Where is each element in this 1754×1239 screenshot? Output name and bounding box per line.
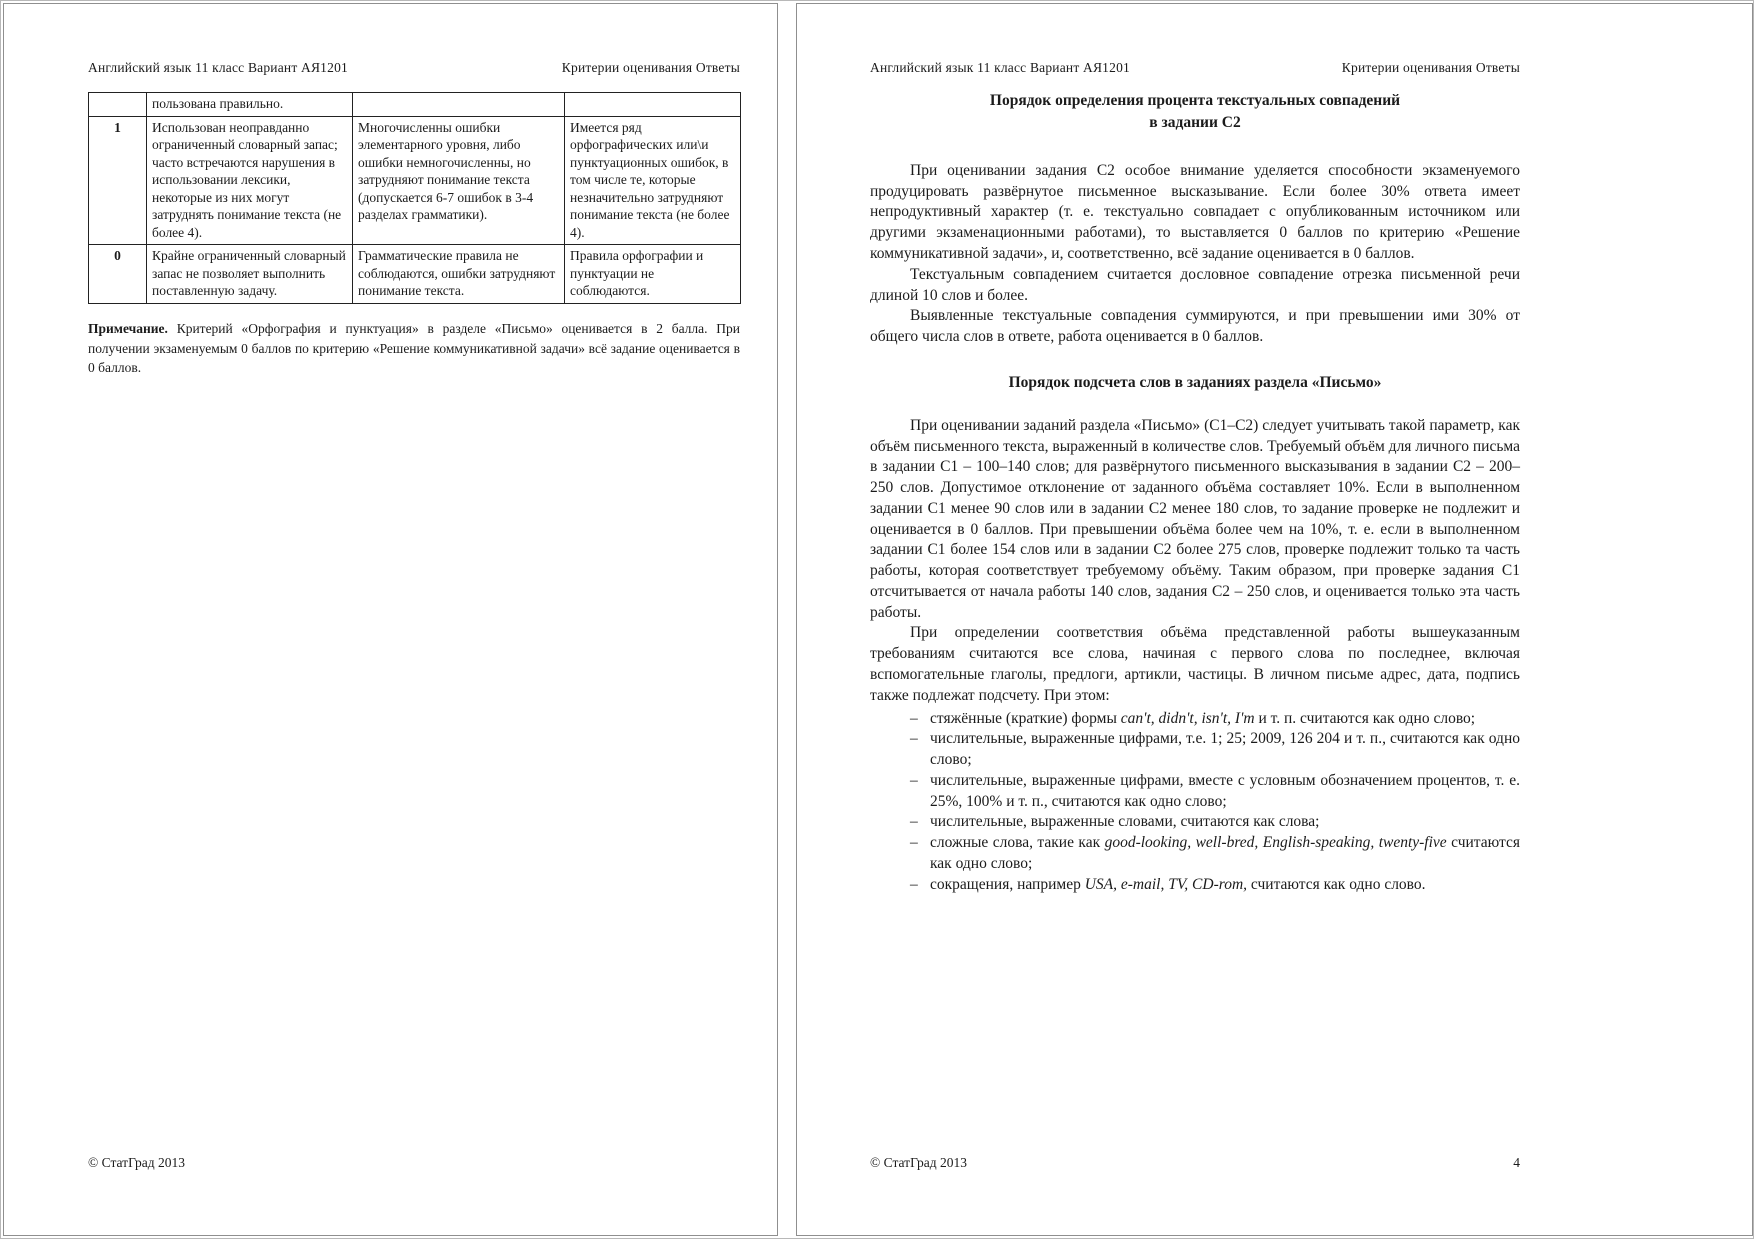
carry-cell: пользована правильно. <box>147 93 353 117</box>
bullet-text: стяжённые (краткие) формы <box>930 709 1121 727</box>
spacer <box>870 135 1520 161</box>
lexis-cell: Крайне ограниченный словарный запас не позволяет выполнить поставленную задачу. <box>147 245 353 304</box>
copyright-text: © СтатГрад 2013 <box>870 1155 968 1170</box>
bullet-text: сокращения, например <box>930 875 1085 893</box>
list-item <box>870 771 1520 813</box>
bullet-text: сложные слова, такие как <box>930 834 1105 852</box>
wordcount-rules-list <box>870 709 1520 896</box>
note-text: Критерий «Орфография и пунктуация» в разделе «Письмо» оценивается в 2 балла. При получении экзаменуемым 0 баллов по критерию «Решение коммуникативной задачи» всё задание оценивается в 0 баллов. <box>88 321 740 376</box>
bullet-text: числительные, выраженные словами, считаются как слова; <box>930 813 1320 831</box>
title-line-1: Порядок определения процента текстуальных совпадений <box>989 92 1401 109</box>
copyright-text: © СтатГрад 2013 <box>88 1155 186 1170</box>
page-left-header <box>88 60 740 76</box>
page-left <box>3 3 778 1236</box>
score-cell <box>89 93 147 117</box>
spelling-cell: Имеется ряд орфографических или\и пунктуационных ошибок, в том числе те, которые незначительно затрудняют понимание текста (не более 4). <box>565 116 741 245</box>
carry-cell-empty <box>565 93 741 117</box>
bullet-italic: good-looking, well-bred, English-speaking, twenty-five <box>1104 834 1447 852</box>
paragraph: При оценивании задания С2 особое внимание уделяется способности экзаменуемого продуцировать развёрнутое письменное высказывание. Если более 30% ответа имеет непродуктивный характер (т. е. текстуально совпадает с опубликованным источником или другими экзаменационными работами), то выставляется 0 баллов по критерию «Решение коммуникативной задачи», и, соответственно, всё задание оценивается в 0 баллов. <box>870 161 1520 262</box>
bullet-text: числительные, выраженные цифрами, т.е. 1; 25; 2009, 126 204 и т. п., считаются как одно слово; <box>930 730 1520 769</box>
header-left-text: Английский язык 11 класс Вариант АЯ1201 <box>870 60 1130 75</box>
page-right <box>796 3 1753 1236</box>
bullet-text: считаются как одно слово. <box>1247 875 1426 893</box>
table-row <box>89 116 741 245</box>
list-item <box>870 875 1520 896</box>
bullet-text: и т. п. считаются как одно слово; <box>1254 709 1476 727</box>
section-wordcount-body <box>870 416 1520 707</box>
section-title-wordcount: Порядок подсчета слов в заданиях раздела «Письмо» <box>1008 373 1382 391</box>
list-item <box>870 833 1520 875</box>
list-item <box>870 729 1520 771</box>
list-item <box>870 709 1520 730</box>
spelling-cell: Правила орфографии и пунктуации не соблюдаются. <box>565 245 741 304</box>
page-left-content <box>88 92 740 378</box>
section-title-matches <box>870 90 1520 135</box>
grammar-cell: Грамматические правила не соблюдаются, ошибки затрудняют понимание текста. <box>353 245 565 304</box>
note-label: Примечание. <box>88 321 168 337</box>
paragraph: Выявленные текстуальные совпадения суммируются, и при превышении ими 30% от общего числа слов в ответе, работа оценивается в 0 баллов. <box>870 307 1520 346</box>
list-item <box>870 812 1520 833</box>
carry-cell-empty <box>353 93 565 117</box>
grammar-cell: Многочисленны ошибки элементарного уровня, либо ошибки немногочисленны, но затрудняют понимание текста (допускается 6-7 ошибок в 3-4 разделах грамматики). <box>353 116 565 245</box>
paragraph: Текстуальным совпадением считается дословное совпадение отрезка письменной речи длиной 10 слов и более. <box>870 265 1520 304</box>
section-matches-body <box>870 161 1520 348</box>
bullet-text: числительные, выраженные цифрами, вместе с условным обозначением процентов, т. е. 25%, 100% и т. п., считаются как одно слово; <box>930 771 1520 810</box>
page-right-content <box>870 90 1520 895</box>
table-row <box>89 93 741 117</box>
paragraph: При оценивании заданий раздела «Письмо» (С1–С2) следует учитывать такой параметр, как объём письменного текста, выраженный в количестве слов. Требуемый объём для личного письма в задании С1 – 100–140 слов; для развёрнутого письменного высказывания в задании С2 – 200–250 слов. Допустимое отклонение от заданного объёма составляет 10%. Если в выполненном задании С1 менее 90 слов или в задании С2 менее 180 слов, то задание проверке не подлежит и оценивается в 0 баллов. При превышении объёма более чем на 10%, т. е. если в выполненном задании С1 более 154 слов или в задании С2 более 275 слов, проверке подлежит только та часть работы, которая соответствует требуемому объёму. Таким образом, при проверке задания С1 отсчитывается от начала работы 140 слов, задания С2 – 250 слов, и оценивается только эта часть работы. <box>870 416 1520 621</box>
table-row <box>89 245 741 304</box>
title-line-2: в задании С2 <box>1149 114 1241 132</box>
page-left-footer <box>88 1155 740 1171</box>
lexis-cell: Использован неоправданно ограниченный словарный запас; часто встречаются нарушения в использовании лексики, некоторые из них могут затруднять понимание текста (не более 4). <box>147 116 353 245</box>
bullet-italic: can't, didn't, isn't, I'm <box>1120 709 1255 727</box>
score-cell: 1 <box>89 116 147 245</box>
page-right-footer <box>870 1155 1520 1171</box>
note-paragraph <box>88 319 740 378</box>
criteria-table <box>88 92 741 304</box>
header-left-text: Английский язык 11 класс Вариант АЯ1201 <box>88 60 348 75</box>
bullet-italic: USA, e-mail, TV, CD-rom, <box>1084 875 1248 893</box>
paragraph: При определении соответствия объёма представленной работы вышеуказанным требованиям считаются все слова, начиная с первого слова по последнее, включая вспомогательные глаголы, предлоги, артикли, частицы. В личном письме адрес, дата, подпись также подлежат подсчету. При этом: <box>870 624 1520 704</box>
header-right-text: Критерии оценивания Ответы <box>561 60 740 75</box>
page-number: 4 <box>1513 1155 1520 1170</box>
header-right-text: Критерии оценивания Ответы <box>1341 60 1520 75</box>
bullet-text: считаются как одно слово; <box>930 834 1520 872</box>
page-right-header <box>870 60 1520 76</box>
score-cell: 0 <box>89 245 147 304</box>
